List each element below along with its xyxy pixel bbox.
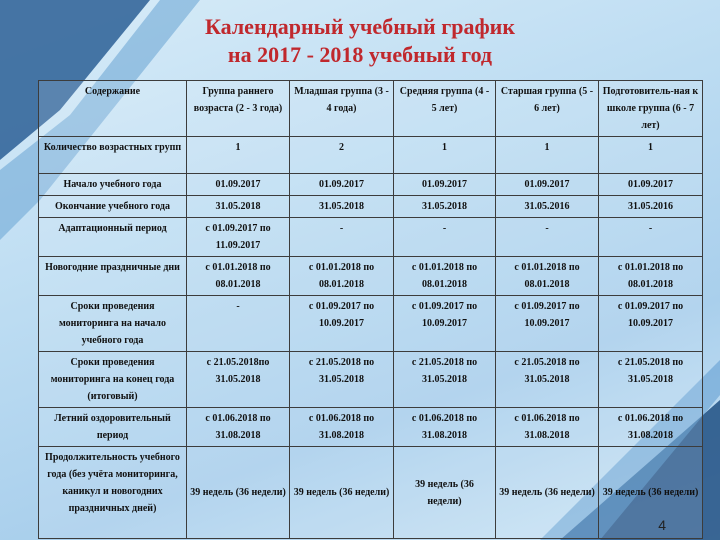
table-cell: с 21.05.2018по 31.05.2018 bbox=[187, 352, 290, 408]
table-cell: с 01.09.2017 по 10.09.2017 bbox=[599, 296, 703, 352]
table-cell: 1 bbox=[394, 137, 496, 174]
header-junior-group: Младшая группа (3 - 4 года) bbox=[290, 81, 394, 137]
header-preparatory-group: Подготовитель-ная к школе группа (6 - 7 лет) bbox=[599, 81, 703, 137]
table-cell: - bbox=[187, 296, 290, 352]
table-cell: 39 недель (36 недели) bbox=[599, 447, 703, 539]
table-cell: 1 bbox=[496, 137, 599, 174]
table-cell: 39 недель (36 недели) bbox=[290, 447, 394, 539]
header-early-group: Группа раннего возраста (2 - 3 года) bbox=[187, 81, 290, 137]
table-cell: с 01.06.2018 по 31.08.2018 bbox=[187, 408, 290, 447]
row-label: Сроки проведения мониторинга на конец года (итоговый) bbox=[39, 352, 187, 408]
table-cell: с 01.01.2018 по 08.01.2018 bbox=[187, 257, 290, 296]
table-cell: - bbox=[290, 218, 394, 257]
table-row bbox=[39, 257, 703, 296]
table-cell: с 21.05.2018 по 31.05.2018 bbox=[394, 352, 496, 408]
page-number: 4 bbox=[658, 517, 666, 533]
table-cell: 31.05.2018 bbox=[290, 196, 394, 218]
table-row bbox=[39, 218, 703, 257]
table-cell: с 01.09.2017 по 10.09.2017 bbox=[394, 296, 496, 352]
row-label: Новогодние праздничные дни bbox=[39, 257, 187, 296]
table-cell: с 01.06.2018 по 31.08.2018 bbox=[290, 408, 394, 447]
table-cell: с 01.06.2018 по 31.08.2018 bbox=[394, 408, 496, 447]
slide-title-line1: Календарный учебный график bbox=[204, 14, 516, 39]
schedule-table bbox=[38, 80, 703, 539]
table-cell: 31.05.2018 bbox=[187, 196, 290, 218]
table-cell: с 01.01.2018 по 08.01.2018 bbox=[496, 257, 599, 296]
table-header-row bbox=[39, 81, 703, 137]
table-cell: 39 недель (36 недели) bbox=[394, 447, 496, 539]
table-cell: с 21.05.2018 по 31.05.2018 bbox=[599, 352, 703, 408]
table-cell: - bbox=[599, 218, 703, 257]
table-cell: 01.09.2017 bbox=[394, 174, 496, 196]
table-cell: 01.09.2017 bbox=[187, 174, 290, 196]
table-cell: с 01.01.2018 по 08.01.2018 bbox=[394, 257, 496, 296]
table-cell: - bbox=[496, 218, 599, 257]
row-label: Продолжительность учебного года (без учёта мониторинга, каникул и новогодних праздничных дней) bbox=[39, 447, 187, 539]
row-label: Количество возрастных групп bbox=[39, 137, 187, 174]
table-cell: 01.09.2017 bbox=[496, 174, 599, 196]
table-cell: 31.05.2016 bbox=[496, 196, 599, 218]
table-cell: 2 bbox=[290, 137, 394, 174]
row-label: Адаптационный период bbox=[39, 218, 187, 257]
table-cell: 39 недель (36 недели) bbox=[187, 447, 290, 539]
table-row bbox=[39, 447, 703, 539]
table-cell: 01.09.2017 bbox=[599, 174, 703, 196]
table-cell: с 01.06.2018 по 31.08.2018 bbox=[599, 408, 703, 447]
table-cell: с 21.05.2018 по 31.05.2018 bbox=[290, 352, 394, 408]
table-cell: 01.09.2017 bbox=[290, 174, 394, 196]
table-cell: - bbox=[394, 218, 496, 257]
table-cell: 39 недель (36 недели) bbox=[496, 447, 599, 539]
table-cell: с 01.01.2018 по 08.01.2018 bbox=[599, 257, 703, 296]
table-cell: 1 bbox=[599, 137, 703, 174]
table-cell: 31.05.2016 bbox=[599, 196, 703, 218]
slide-title-line2: на 2017 - 2018 учебный год bbox=[227, 42, 493, 67]
table-cell: с 01.09.2017 по 10.09.2017 bbox=[290, 296, 394, 352]
table-cell: 1 bbox=[187, 137, 290, 174]
table-row bbox=[39, 352, 703, 408]
table-cell: с 01.06.2018 по 31.08.2018 bbox=[496, 408, 599, 447]
header-senior-group: Старшая группа (5 - 6 лет) bbox=[496, 81, 599, 137]
table-cell: с 01.01.2018 по 08.01.2018 bbox=[290, 257, 394, 296]
header-middle-group: Средняя группа (4 - 5 лет) bbox=[394, 81, 496, 137]
table-row bbox=[39, 174, 703, 196]
table-cell: с 01.09.2017 по 11.09.2017 bbox=[187, 218, 290, 257]
table-cell: с 01.09.2017 по 10.09.2017 bbox=[496, 296, 599, 352]
table-cell: с 21.05.2018 по 31.05.2018 bbox=[496, 352, 599, 408]
table-row bbox=[39, 137, 703, 174]
row-label: Летний оздоровительный период bbox=[39, 408, 187, 447]
header-content: Содержание bbox=[39, 81, 187, 137]
table-row bbox=[39, 296, 703, 352]
row-label: Окончание учебного года bbox=[39, 196, 187, 218]
row-label: Сроки проведения мониторинга на начало учебного года bbox=[39, 296, 187, 352]
row-label: Начало учебного года bbox=[39, 174, 187, 196]
table-row bbox=[39, 408, 703, 447]
table-cell: 31.05.2018 bbox=[394, 196, 496, 218]
table-row bbox=[39, 196, 703, 218]
